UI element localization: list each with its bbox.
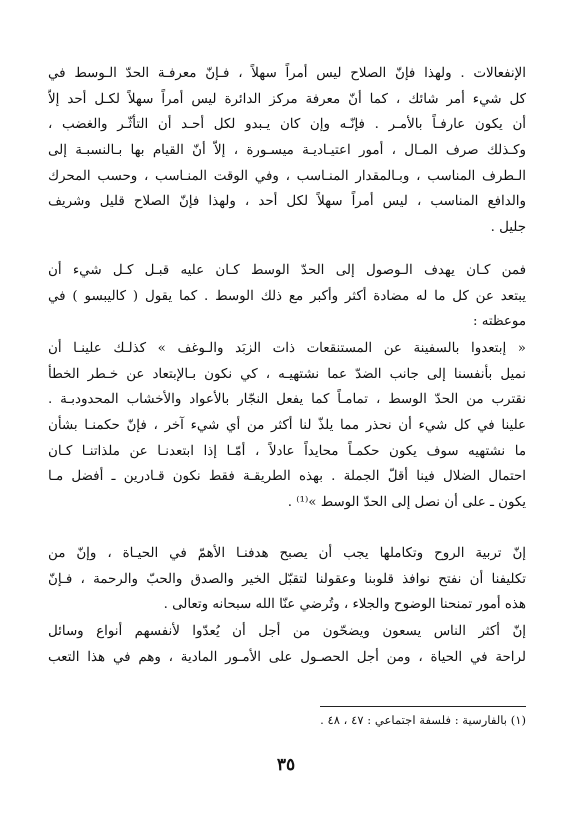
text-line: يكون ـ على أن نصل إلى الحدّ الوسط »⁽¹⁾ . — [287, 495, 526, 511]
text-line: موعظته : — [472, 314, 526, 330]
text-line: فمن كـان يهدف الـوصول إلى الحدّ الوسط كـان عليه قبـل كـل شيء أن — [48, 263, 526, 278]
text-line: جليل . — [490, 220, 526, 236]
page-number: ٣٥ — [276, 755, 296, 775]
text-line: أن يكون عارفـاً بالأمـر . فإنّـه وإن كان يـبدو لكل أحـد أن التأثّـر والغضب ، — [48, 117, 526, 133]
paragraph-1 — [48, 61, 526, 241]
paragraph-2 — [48, 258, 526, 335]
footnote-divider — [320, 706, 526, 707]
text-line: إنّ تربية الروح وتكاملها يجب أن يصبح هدفنـا الأهمّ في الحيـاة ، وإنّ من — [48, 546, 526, 561]
text-line: وكـذلك صرف المـال ، أمور اعتيـاديـة ميسـورة ، إلاّ أنّ القيام بها بـالنسبـة إلى — [48, 143, 526, 159]
text-line: الإنفعالات . ولهذا فإنّ الصلاح ليس أمراً سهلاً ، فـإنّ معرفـة الحدّ الـوسط في — [48, 66, 526, 81]
paragraph-5 — [48, 619, 526, 670]
paragraph-3-quote — [48, 336, 526, 516]
text-line: هذه أمور تمنحنا الوضوح والجلاء ، وتُرضي عنّا الله سبحانه وتعالى . — [163, 597, 526, 613]
footnote: (١) بالفارسية : فلسفة اجتماعي : ٤٧ ، ٤٨ . — [320, 713, 526, 727]
text-line: لراحة في الحياة ، ومن أجل الحصـول على الأمـور المادية ، وهم في هذا التعب — [48, 649, 526, 665]
text-line: إنّ أكثر الناس يسعون ويضحّون من أجل أن يُعدّوا لأنفسهم أنواع وسائل — [48, 624, 526, 639]
text-line: ما نشتهيه سوف يكون حكمـاً محايداً عادلاً ، أمّـا إذا ابتعدنـا عن ملذاتنـا كـان — [48, 443, 526, 459]
text-line: والدافع المناسب ، ليس أمراً سهلاً لكل أحد ، ولهذا فإنّ الصلاح قليل وشريف — [48, 194, 526, 210]
text-line: علينا في كل شيء أن نحذر مما يلذّ لنا أكثر من أي شيء آخر ، فإنّ حكمنـا بشأن — [48, 418, 526, 434]
text-line: كل شيء أمر شائك ، كما أنّ معرفة مركز الدائرة ليس أمراً سهلاً لكـل أحد إلاّ — [48, 91, 526, 107]
text-line: « إبتعدوا بالسفينة عن المستنقعات ذات الزبَد والـوغف » كذلـك علينـا أن — [48, 341, 526, 356]
text-line: تكليفنا أن نفتح نوافذ قلوبنا وعقولنا لتقبّل الخير والصدق والحبّ والرحمة ، فـإنّ — [48, 571, 526, 587]
text-line: يبتعد عن كل ما له مضادة أكثر وأكبر مع ذلك الوسط . كما يقول ( كاليبسو ) في — [48, 288, 526, 304]
text-line: نميل بأنفسنا إلى جانب الضدّ عما نشتهيـه ، كي نكون بـالإبتعاد عن خـطر الخطأ — [48, 366, 526, 382]
paragraph-4 — [48, 541, 526, 618]
text-line: نقترب من الحدّ الوسط ، تمامـاً كما يفعل النجّار بالأعواد والأخشاب المحدودبـة . — [48, 392, 526, 408]
text-line: الـطرف المناسب ، وبـالمقدار المنـاسب ، وفي الوقت المنـاسب ، وحسب المحرك — [48, 168, 526, 184]
text-line: احتمال الضلال فينا أقلّ الجملة . بهذه الطريقـة فقط نكون قـادرين ـ أفضل مـا — [48, 469, 526, 485]
